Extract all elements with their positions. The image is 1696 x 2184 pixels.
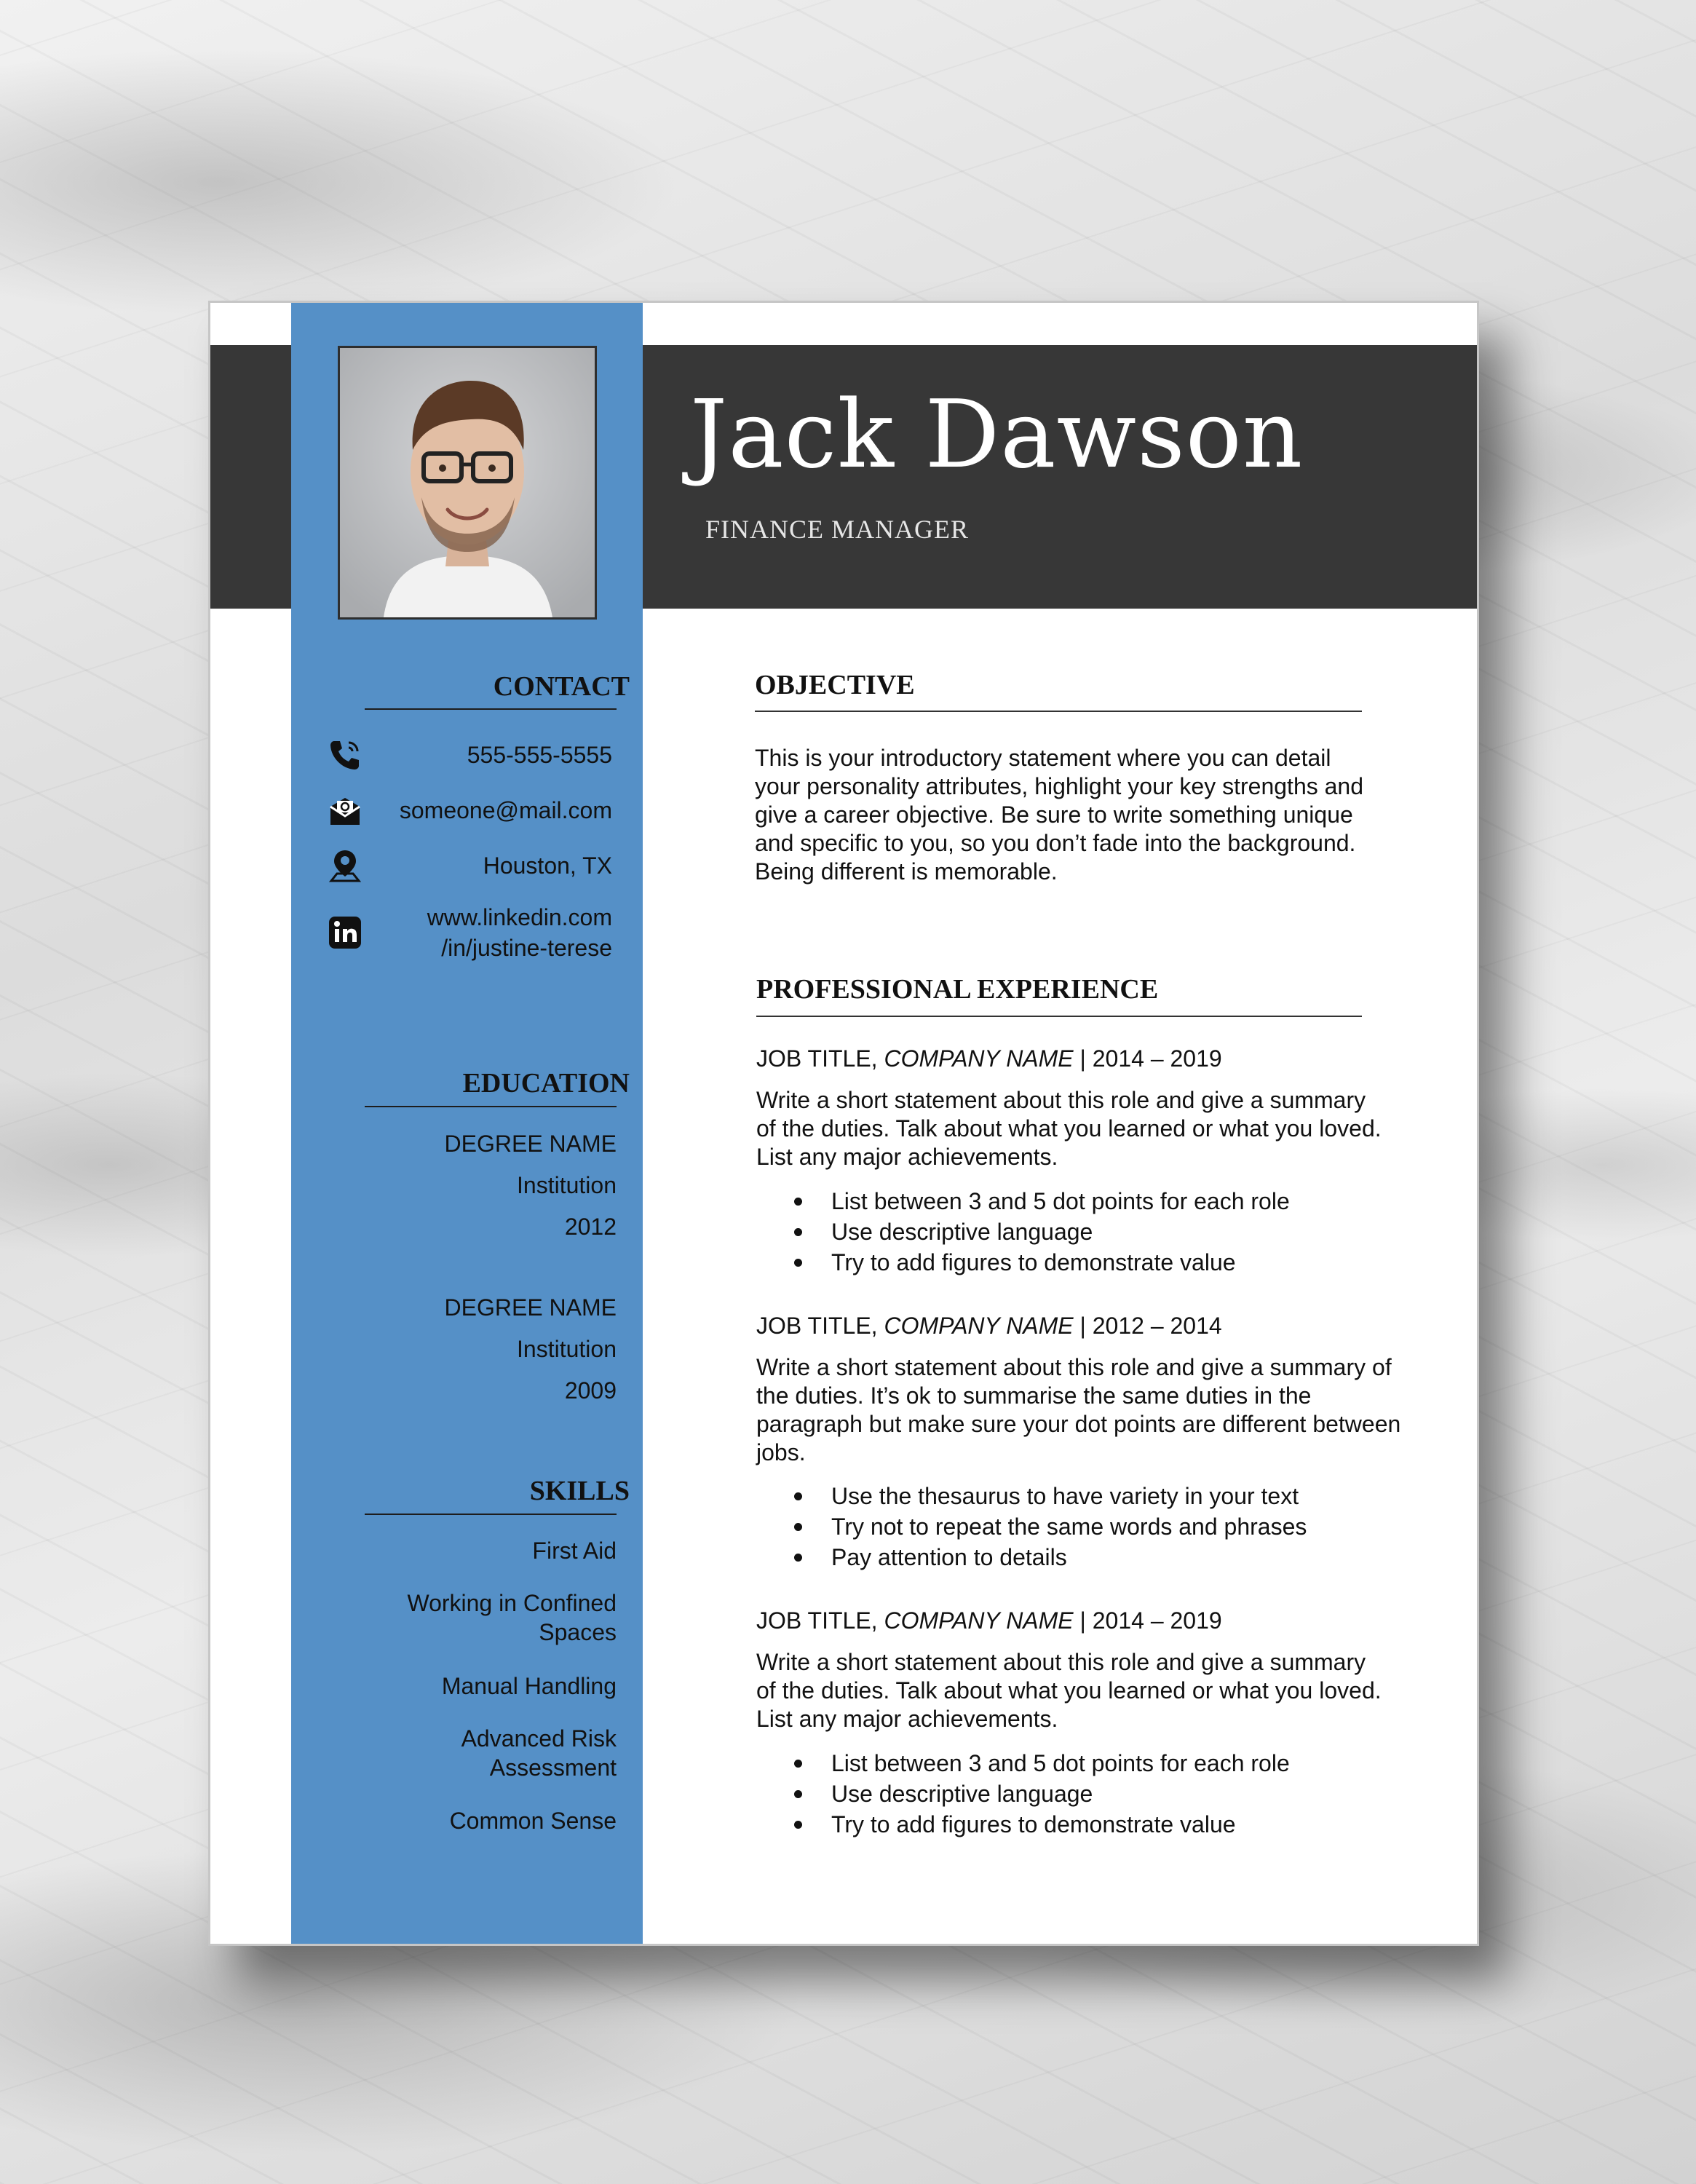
portrait-illustration xyxy=(340,348,595,617)
education-heading: EDUCATION xyxy=(462,1068,630,1099)
contact-email: someone@mail.com xyxy=(399,797,612,823)
linkedin-url-line2: /in/justine-terese xyxy=(441,935,612,961)
job-summary-1: Write a short statement about this role and give a summary of the duties. Talk about what you learned or what you loved. List any major achievements. xyxy=(756,1087,1382,1170)
job-dates: | 2014 – 2019 xyxy=(1079,1045,1222,1072)
education-degree-1: DEGREE NAME xyxy=(444,1131,617,1157)
linkedin-url-line1: www.linkedin.com xyxy=(427,904,612,930)
contact-phone: 555-555-5555 xyxy=(467,742,612,768)
objective-text: This is your introductory statement where you can detail your personality attributes, highlight your key strengths and give a career objective. Be sure to write something unique and specific to you, so you don’t fade into the background. Being different is memorable. xyxy=(755,745,1364,885)
list-item: Use descriptive language xyxy=(831,1779,1290,1809)
candidate-title: FINANCE MANAGER xyxy=(705,515,970,544)
list-item: Try to add figures to demonstrate value xyxy=(831,1247,1290,1278)
job-dates: | 2012 – 2014 xyxy=(1079,1313,1222,1339)
skill-item: Working in Confined Spaces xyxy=(407,1590,617,1645)
job-bullets-2 xyxy=(756,1481,1307,1572)
company-name: COMPANY NAME xyxy=(884,1313,1074,1339)
company-name: COMPANY NAME xyxy=(884,1045,1074,1072)
job-title: JOB TITLE, xyxy=(756,1313,878,1339)
education-institution-1: Institution xyxy=(517,1172,617,1198)
job-title: JOB TITLE, xyxy=(756,1607,878,1634)
list-item: Try to add figures to demonstrate value xyxy=(831,1809,1290,1840)
phone-icon xyxy=(327,737,363,773)
skill-item: Manual Handling xyxy=(441,1673,617,1699)
skill-item: Advanced Risk Assessment xyxy=(461,1725,617,1781)
skills-rule xyxy=(365,1514,617,1515)
skill-item: First Aid xyxy=(532,1538,617,1564)
contact-heading: CONTACT xyxy=(493,671,630,702)
education-year-1: 2012 xyxy=(564,1214,617,1240)
objective-rule xyxy=(755,711,1362,712)
education-degree-2: DEGREE NAME xyxy=(444,1294,617,1321)
job-title: JOB TITLE, xyxy=(756,1045,878,1072)
skills-heading: SKILLS xyxy=(529,1476,630,1506)
contact-linkedin-row[interactable] xyxy=(327,902,612,963)
skill-item: Common Sense xyxy=(449,1808,617,1834)
contact-phone-row[interactable] xyxy=(327,737,612,773)
resume-page xyxy=(208,301,1479,1946)
objective-heading: OBJECTIVE xyxy=(755,670,915,700)
job-bullets-1 xyxy=(756,1186,1290,1278)
education-year-2: 2009 xyxy=(564,1377,617,1404)
company-name: COMPANY NAME xyxy=(884,1607,1074,1634)
list-item: List between 3 and 5 dot points for each role xyxy=(831,1748,1290,1779)
contact-rule xyxy=(365,708,617,710)
job-heading-2 xyxy=(756,1311,1222,1340)
job-dates: | 2014 – 2019 xyxy=(1079,1607,1222,1634)
job-heading-1 xyxy=(756,1044,1222,1073)
list-item: Pay attention to details xyxy=(831,1542,1307,1572)
education-institution-2: Institution xyxy=(517,1336,617,1362)
contact-email-row[interactable] xyxy=(327,792,612,828)
contact-linkedin xyxy=(363,902,612,963)
envelope-icon xyxy=(327,792,363,828)
list-item: Use the thesaurus to have variety in your text xyxy=(831,1481,1307,1511)
job-heading-3 xyxy=(756,1606,1222,1635)
list-item: Try not to repeat the same words and phrases xyxy=(831,1511,1307,1542)
experience-rule xyxy=(756,1016,1362,1017)
education-rule xyxy=(365,1106,617,1107)
list-item: Use descriptive language xyxy=(831,1216,1290,1247)
linkedin-icon xyxy=(327,914,363,951)
list-item: List between 3 and 5 dot points for each role xyxy=(831,1186,1290,1216)
job-summary-2: Write a short statement about this role and give a summary of the duties. It’s ok to summarise the same duties in the paragraph but make sure your dot points are different between jobs. xyxy=(756,1354,1401,1465)
contact-location: Houston, TX xyxy=(483,852,612,879)
experience-heading: PROFESSIONAL EXPERIENCE xyxy=(756,974,1159,1005)
contact-location-row xyxy=(327,847,612,884)
job-summary-3: Write a short statement about this role and give a summary of the duties. Talk about what you learned or what you loved. List any major achievements. xyxy=(756,1649,1382,1732)
location-pin-icon xyxy=(327,847,363,884)
job-bullets-3 xyxy=(756,1748,1290,1840)
profile-photo xyxy=(338,346,597,620)
candidate-name: Jack Dawson xyxy=(690,381,1304,489)
